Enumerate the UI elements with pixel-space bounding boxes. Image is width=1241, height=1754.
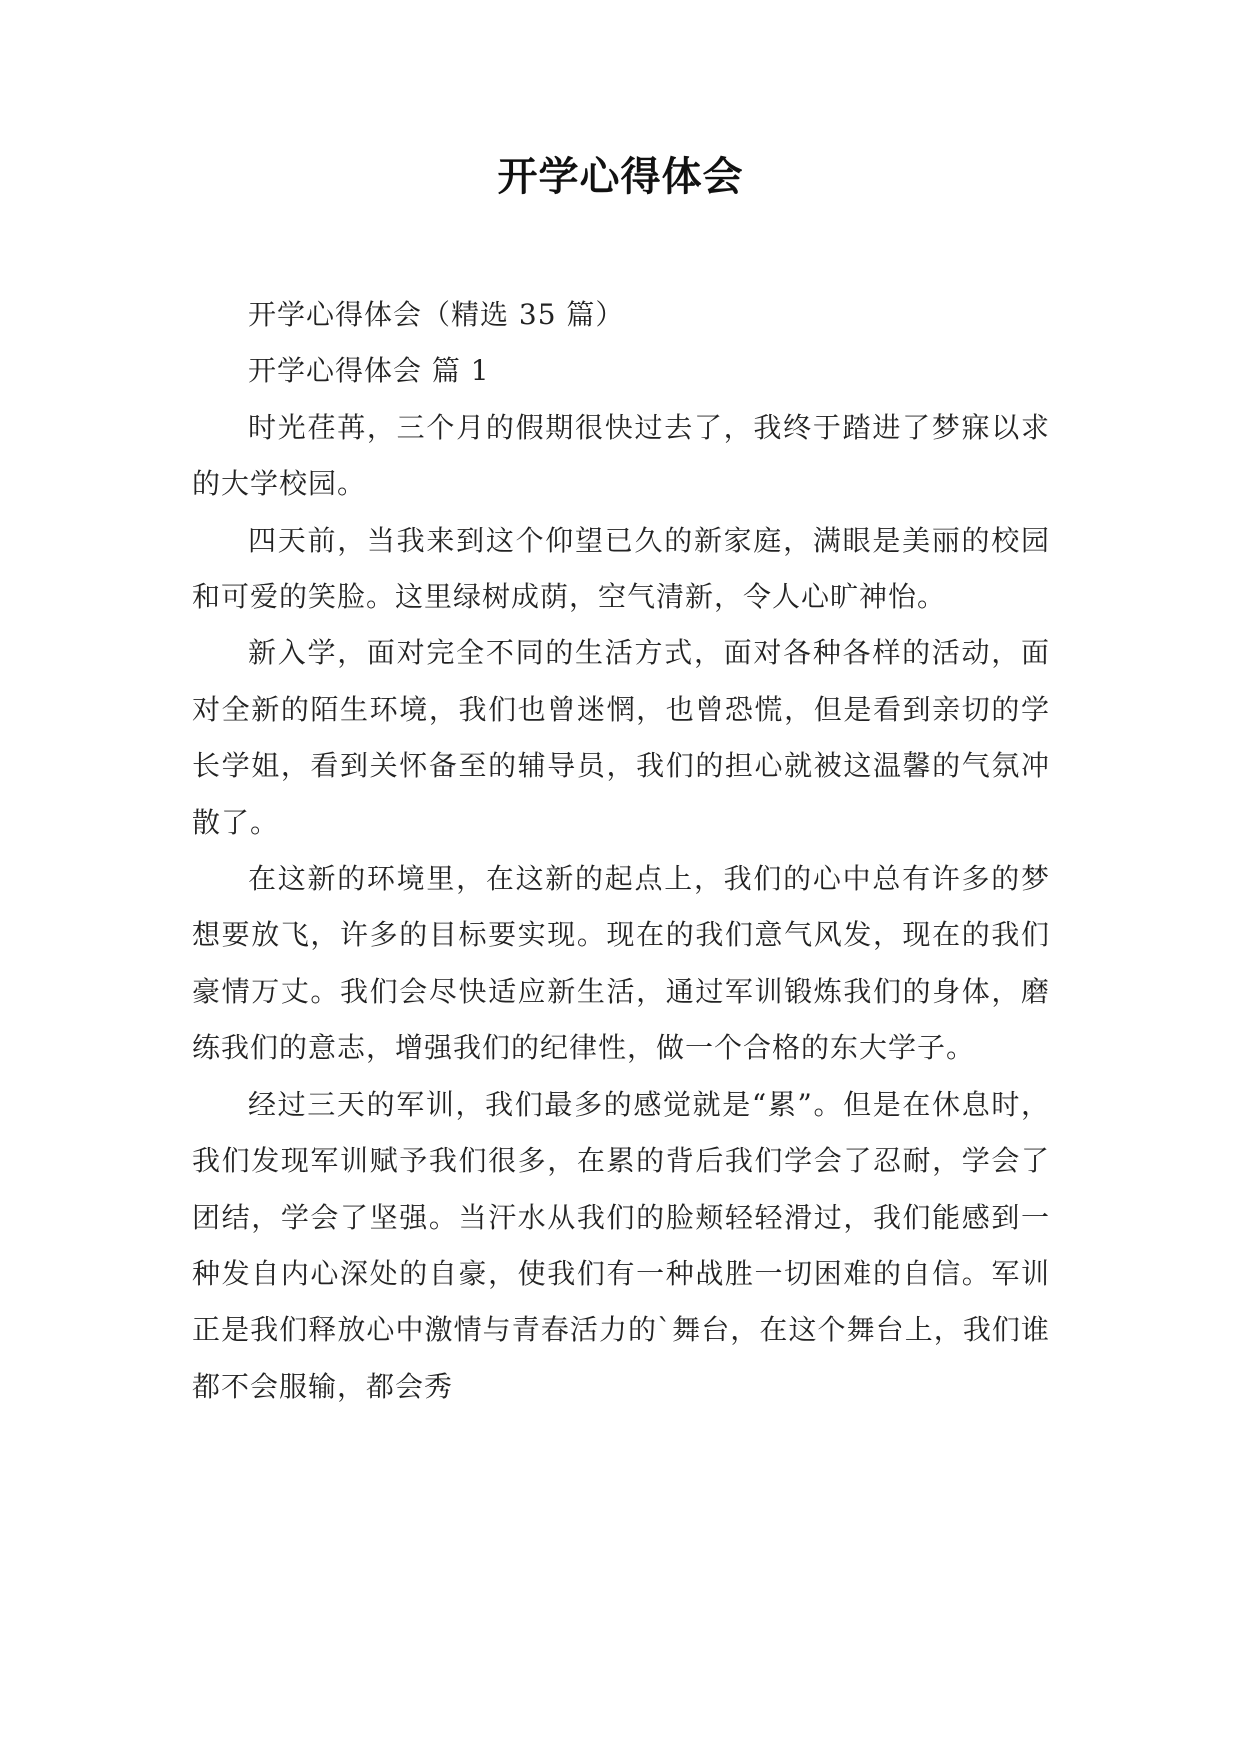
subtitle-paragraph: 开学心得体会（精选 35 篇） — [248, 298, 625, 331]
body-paragraph: 新入学，面对完全不同的生活方式，面对各种各样的活动，面对全新的陌生环境，我们也曾迷惘，也曾恐慌，但是看到亲切的学长学姐，看到关怀备至的辅导员，我们的担心就被这温馨的气氛冲散了。 — [192, 636, 1050, 839]
body-paragraph: 四天前，当我来到这个仰望已久的新家庭，满眼是美丽的校园和可爱的笑脸。这里绿树成荫，空气清新，令人心旷神怡。 — [192, 523, 1050, 614]
document-body — [192, 287, 1050, 1415]
body-paragraph: 时光荏苒，三个月的假期很快过去了，我终于踏进了梦寐以求的大学校园。 — [192, 410, 1050, 501]
body-paragraph: 经过三天的军训，我们最多的感觉就是“累”。但是在休息时，我们发现军训赋予我们很多，在累的背后我们学会了忍耐，学会了团结，学会了坚强。当汗水从我们的脸颊轻轻滑过，我们能感到一种发自内心深处的自豪，使我们有一种战胜一切困难的自信。军训正是我们释放心中激情与青春活力的`舞台，在这个舞台上，我们谁都不会服输，都会秀 — [192, 1087, 1050, 1403]
section-heading-paragraph: 开学心得体会 篇 1 — [248, 354, 490, 388]
document-title: 开学心得体会 — [497, 154, 744, 200]
body-paragraph: 在这新的环境里，在这新的起点上，我们的心中总有许多的梦想要放飞，许多的目标要实现。现在的我们意气风发，现在的我们豪情万丈。我们会尽快适应新生活，通过军训锻炼我们的身体，磨练我们的意志，增强我们的纪律性，做一个合格的东大学子。 — [192, 862, 1050, 1065]
